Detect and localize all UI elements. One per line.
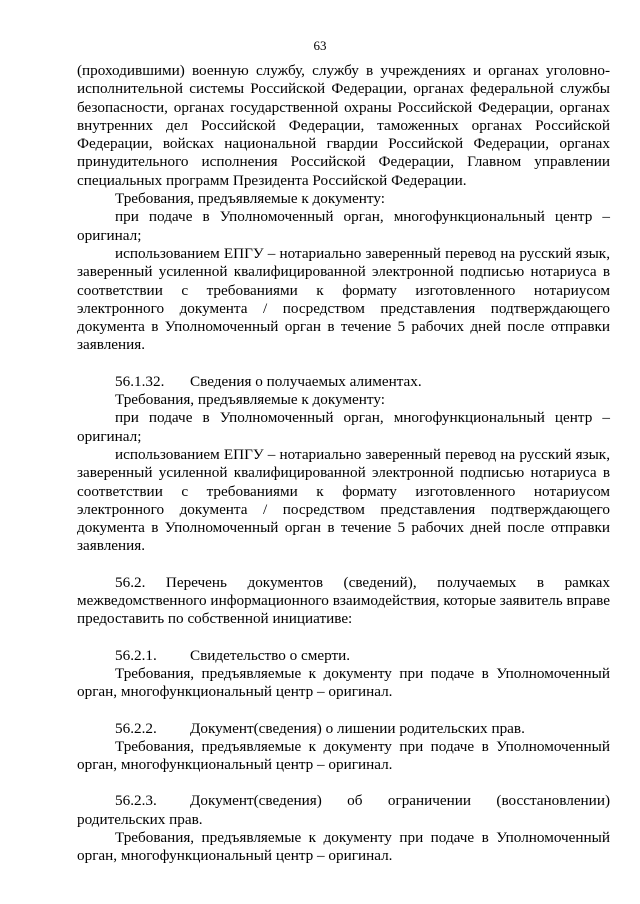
section-title: Документ(сведения) о лишении родительских прав.	[190, 719, 525, 737]
section-number: 56.2.2.	[115, 719, 157, 737]
requirement-original: Требования, предъявляемые к документу при подаче в Уполномоченный орган, многофункциональный центр – оригинал.	[77, 737, 610, 774]
document-body	[77, 62, 610, 866]
requirements-heading: Требования, предъявляемые к документу:	[115, 391, 385, 409]
section-56-2-1	[77, 647, 610, 665]
section-56-2-2	[77, 720, 610, 738]
section-number: 56.2.3.	[115, 792, 157, 810]
requirement-in-person: при подаче в Уполномоченный орган, многофункциональный центр – оригинал;	[77, 409, 610, 445]
requirement-epgu: использованием ЕПГУ – нотариально заверенный перевод на русский язык, заверенный усиленной квалифицированной электронной подписью нотариуса в соответствии с требованиями к формату изготовленного нотариусом электронного документа / посредством представления подтверждающего документа в Уполномоченный орган в течение 5 рабочих дней после отправки заявления.	[77, 244, 610, 354]
section-number: 56.1.32.	[115, 372, 165, 390]
requirement-original: Требования, предъявляемые к документу при подаче в Уполномоченный орган, многофункциональный центр – оригинал.	[77, 828, 610, 865]
section-56-2-3	[77, 792, 610, 829]
section-title: Документ(сведения) об ограничении (восстановлении) родительских прав.	[77, 792, 610, 828]
section-title: Сведения о получаемых алиментах.	[190, 372, 422, 390]
requirements-heading: Требования, предъявляемые к документу:	[115, 190, 385, 208]
requirement-original: Требования, предъявляемые к документу при подаче в Уполномоченный орган, многофункциональный центр – оригинал.	[77, 664, 610, 701]
section-title: Свидетельство о смерти.	[190, 646, 351, 664]
paragraph-service-list: (проходившими) военную службу, службу в учреждениях и органах уголовно-исполнительной системы Российской Федерации, органах федеральной службы безопасности, органах государственной охраны Российской Федерации, органах внутренних дел Российской Федерации, таможенных органах Российской Федерации, войсках национальной гвардии Российской Федерации, органах принудительного исполнения Российской Федерации, Главном управлении специальных программ Президента Российской Федерации.	[77, 62, 610, 189]
section-56-1-32	[77, 373, 610, 391]
page-number: 63	[313, 38, 327, 53]
requirement-in-person: при подаче в Уполномоченный орган, многофункциональный центр – оригинал;	[77, 208, 610, 244]
section-number: 56.2.1.	[115, 646, 157, 664]
section-56-2: 56.2. Перечень документов (сведений), получаемых в рамках межведомственного информационного взаимодействия, которые заявитель вправе предоставить по собственной инициативе:	[77, 573, 610, 628]
requirement-epgu: использованием ЕПГУ – нотариально заверенный перевод на русский язык, заверенный усиленной квалифицированной электронной подписью нотариуса в соответствии с требованиями к формату изготовленного нотариусом электронного документа / посредством представления подтверждающего документа в Уполномоченный орган в течение 5 рабочих дней после отправки заявления.	[77, 445, 610, 555]
